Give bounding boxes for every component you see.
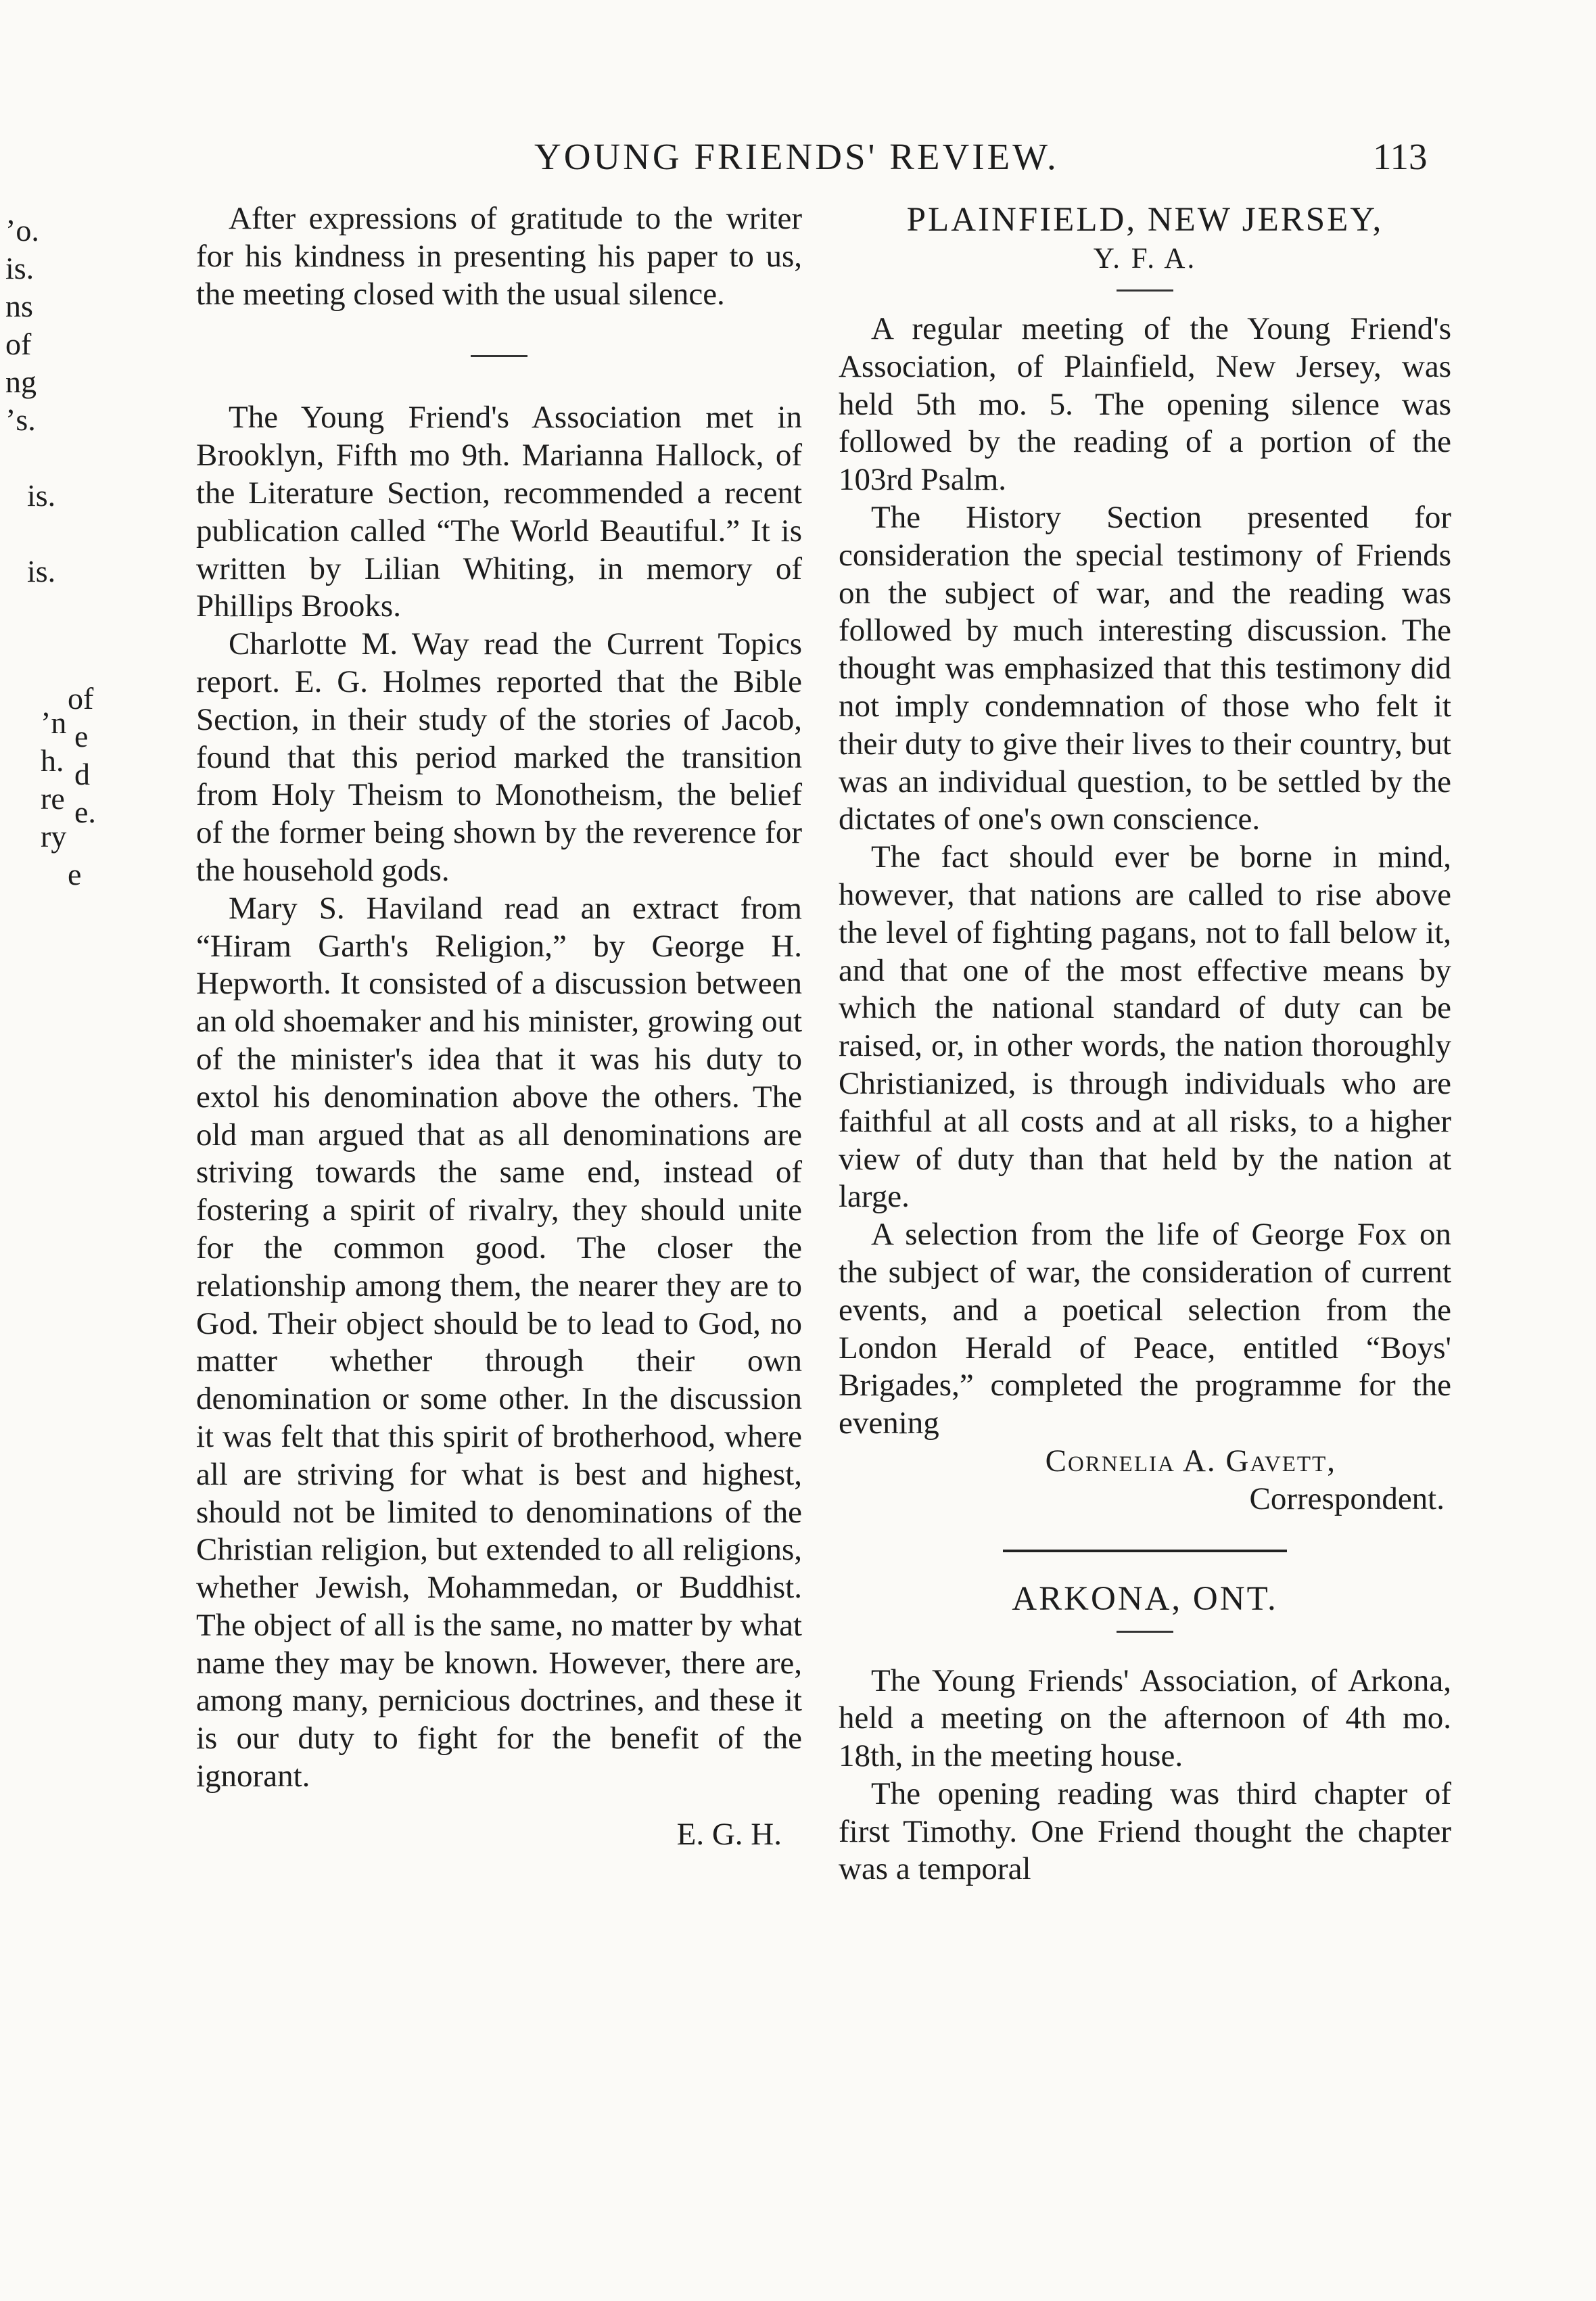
correspondent-title: Correspondent. xyxy=(1249,1481,1445,1516)
correspondent-name: Cornelia A. Gavett, xyxy=(1045,1443,1336,1479)
margin-fragment: e xyxy=(68,857,82,891)
margin-fragment: ʼo. xyxy=(5,213,39,248)
margin-fragment: ns xyxy=(5,289,33,323)
right-column xyxy=(839,200,1451,1888)
margin-fragment: ʼn xyxy=(41,705,67,740)
running-title: YOUNG FRIENDS' REVIEW. xyxy=(534,136,1059,177)
paragraph: The Young Friend's Association met in Brooklyn, Fifth mo 9th. Marianna Hallock, of the Literature Section, recommended a recent publication called “The World Beautiful.” It is written by Lilian Whiting, in memory of Phillips Brooks. xyxy=(196,400,802,624)
section-heading: PLAINFIELD, NEW JERSEY, xyxy=(906,201,1384,239)
margin-fragments xyxy=(0,214,135,890)
section-separator xyxy=(471,355,527,357)
page-number: 113 xyxy=(1373,136,1428,177)
margin-fragment: is. xyxy=(5,251,34,285)
margin-fragment: ʼs. xyxy=(5,402,36,437)
section-separator xyxy=(1117,289,1173,292)
margin-fragment: e. xyxy=(74,795,96,829)
section-subheading: Y. F. A. xyxy=(1093,243,1197,275)
margin-fragment: e xyxy=(74,719,89,753)
left-column xyxy=(196,200,802,1854)
margin-fragment: of xyxy=(68,681,94,716)
margin-fragment: d xyxy=(74,757,90,791)
signature: E. G. H. xyxy=(676,1816,782,1852)
margin-fragment: is. xyxy=(27,478,56,513)
paragraph: The opening reading was third chapter of first Timothy. One Friend thought the chapter was a temporal xyxy=(839,1775,1451,1887)
paragraph: Charlotte M. Way read the Current Topics report. E. G. Holmes reported that the Bible Section, in their study of the stories of Jacob, found that this period marked the transition from Holy Theism to Monotheism, the belief of the former being shown by the reverence for the household gods. xyxy=(196,626,802,888)
margin-fragment: ry xyxy=(41,819,67,854)
paragraph: After expressions of gratitude to the writer for his kindness in presenting his paper to us, the meeting closed with the usual silence. xyxy=(196,201,802,312)
margin-fragment: re xyxy=(41,781,65,816)
paragraph: A regular meeting of the Young Friend's Association, of Plainfield, New Jersey, was held 5th mo. 5. The opening silence was followed by the reading of a portion of the 103rd Psalm. xyxy=(839,311,1451,498)
paragraph: The Young Friends' Association, of Arkona, held a meeting on the afternoon of 4th mo. 18th, in the meeting house. xyxy=(839,1663,1451,1774)
paragraph: The History Section presented for consideration the special testimony of Friends on the subject of war, and the reading was followed by much interesting discussion. The thought was emphasized that this testimony did not imply condemnation of those who felt it their duty to give their lives to their country, but was an individual question, to be settled by the dictates of one's own conscience. xyxy=(839,499,1451,837)
section-heading: ARKONA, ONT. xyxy=(1012,1579,1278,1618)
page-header xyxy=(0,133,1596,187)
paragraph: Mary S. Haviland read an extract from “Hiram Garth's Religion,” by George H. Hepworth. It consisted of a discussion between an old shoemaker and his minister, growing out of the minister's idea that it was his duty to extol his denomination above the others. The old man argued that as all denominations are striving towards the same end, instead of fostering a spirit of rivalry, they should unite for the common good. The closer the relationship among them, the nearer they are to God. Their object should be to lead to God, no matter whether through their own denomination or some other. In the discussion it was felt that this spirit of brotherhood, where all are striving for what is best and highest, should not be limited to denominations of the Christian religion, but extended to all religions, whether Jewish, Mohammedan, or Buddhist. The object of all is the same, no matter by what name they may be known. However, there are, among many, pernicious doctrines, and these it is our duty to fight for the benefit of the ignorant. xyxy=(196,890,802,1794)
section-divider xyxy=(1003,1550,1287,1552)
margin-fragment: ng xyxy=(5,365,37,399)
margin-fragment: of xyxy=(5,327,32,361)
paragraph: A selection from the life of George Fox on the subject of war, the consideration of current events, and a poetical selection from the London Herald of Peace, entitled “Boys' Brigades,” completed the programme for the evening xyxy=(839,1217,1451,1441)
margin-fragment: is. xyxy=(27,554,56,588)
paragraph: The fact should ever be borne in mind, however, that nations are called to rise above the level of fighting pagans, not to fall below it, and that one of the most effective means by which the national standard of duty can be raised, or, in other words, the nation thoroughly Christianized, is through individuals who are faithful at all costs and at all risks, to a higher view of duty than that held by the nation at large. xyxy=(839,839,1451,1215)
margin-fragment: h. xyxy=(41,743,64,778)
section-separator xyxy=(1117,1631,1173,1633)
